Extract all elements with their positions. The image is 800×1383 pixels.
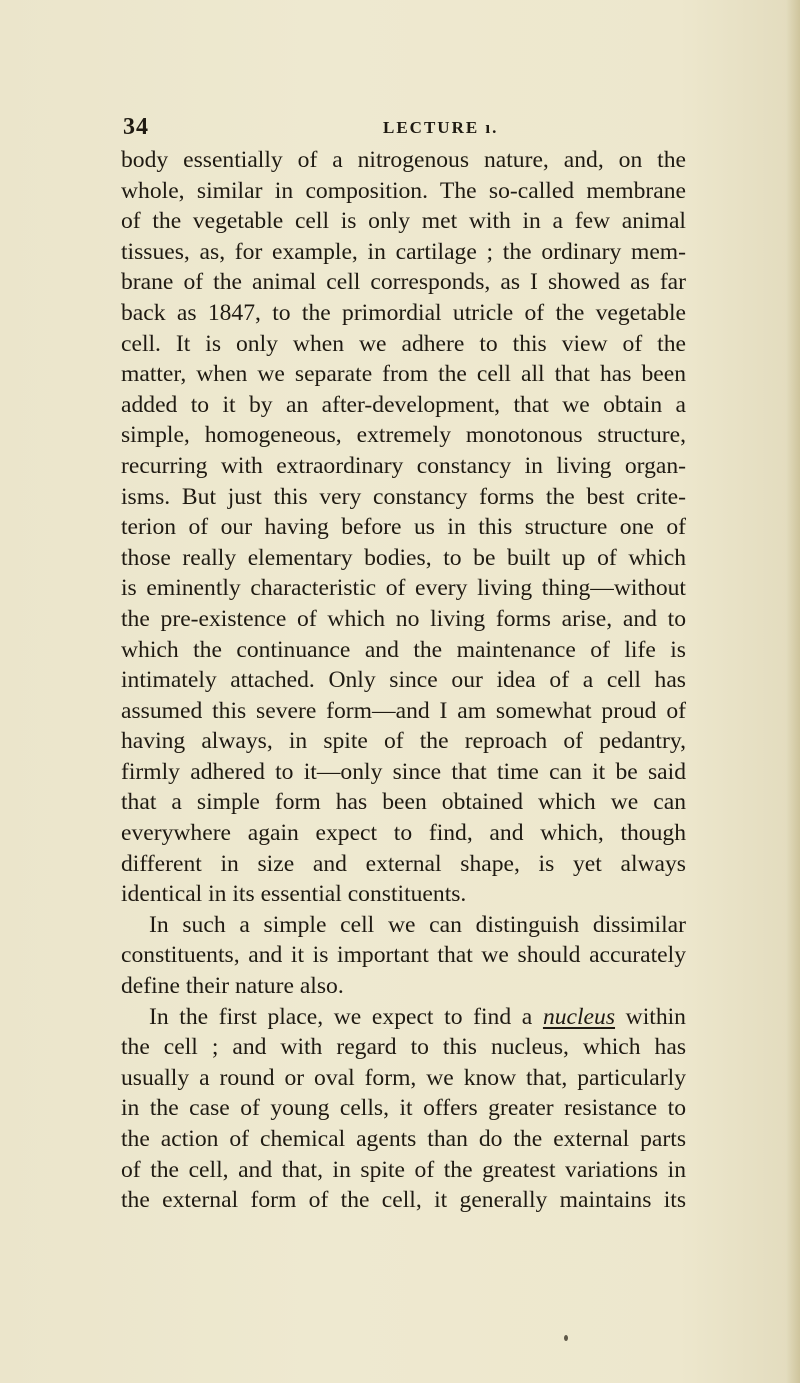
text-line: added to it by an after-development, that we obtain a [121, 391, 686, 418]
text-line: the external form of the cell, it generally maintains its [121, 1187, 686, 1214]
text-line: everywhere again expect to find, and which, though [121, 820, 686, 847]
text-line: usually a round or oval form, we know that, particularly [121, 1064, 686, 1091]
text-line: In such a simple cell we can distinguish dissimilar [149, 911, 686, 938]
text-line: that a simple form has been obtained which we can [121, 789, 686, 816]
text-line: different in size and external shape, is yet always [121, 850, 686, 877]
text-line: assumed this severe form—and I am somewhat proud of [121, 697, 686, 724]
page-edge-shadow [786, 0, 800, 1383]
text-line: whole, similar in composition. The so-called membrane [121, 177, 686, 204]
text-line: back as 1847, to the primordial utricle of the vegetable [121, 299, 686, 326]
text-line: having always, in spite of the reproach of pedantry, [121, 728, 686, 755]
text-line: simple, homogeneous, extremely monotonous structure, [121, 422, 686, 449]
text-fragment: within [625, 1003, 686, 1030]
text-line: brane of the animal cell corresponds, as I showed as far [121, 269, 686, 296]
ink-speck [564, 1335, 568, 1341]
text-line: is eminently characteristic of every living thing—without [121, 575, 686, 602]
text-line: recurring with extraordinary constancy in living organ- [121, 452, 686, 479]
text-line: firmly adhered to it—only since that time can it be said [121, 758, 686, 785]
text-fragment: In the first place, we expect to find a [149, 1003, 533, 1030]
page-header [123, 114, 683, 142]
text-line: cell. It is only when we adhere to this view of the [121, 330, 686, 357]
text-line: the pre-existence of which no living forms arise, and to [121, 605, 686, 632]
text-line: terion of our having before us in this structure one of [121, 514, 686, 541]
running-head: LECTURE ı. [383, 118, 499, 137]
text-line: define their nature also. [121, 973, 344, 1000]
text-line: in the case of young cells, it offers greater resistance to [121, 1095, 686, 1122]
emphasized-term: nucleus [542, 1003, 616, 1030]
text-line: the cell ; and with regard to this nucleus, which has [121, 1034, 686, 1061]
text-line: intimately attached. Only since our idea of a cell has [121, 667, 686, 694]
text-line: isms. But just this very constancy forms the best crite- [121, 483, 686, 510]
text-line: constituents, and it is important that we should accurately [121, 942, 686, 969]
text-line: identical in its essential constituents. [121, 881, 467, 908]
text-line: matter, when we separate from the cell all that has been [121, 361, 686, 388]
text-line: which the continuance and the maintenance of life is [121, 636, 686, 663]
text-line: tissues, as, for example, in cartilage ; the ordinary mem- [121, 238, 686, 265]
text-line: the action of chemical agents than do the external parts [121, 1126, 686, 1152]
text-line: of the vegetable cell is only met with in a few animal [121, 208, 686, 235]
body-text [121, 145, 686, 1216]
text-line: those really elementary bodies, to be built up of which [121, 544, 686, 571]
text-line: of the cell, and that, in spite of the greatest variations in [121, 1156, 686, 1183]
text-line-with-emphasis [121, 1002, 686, 1033]
text-line: body essentially of a nitrogenous nature, and, on the [121, 147, 686, 173]
page-number: 34 [123, 114, 149, 140]
